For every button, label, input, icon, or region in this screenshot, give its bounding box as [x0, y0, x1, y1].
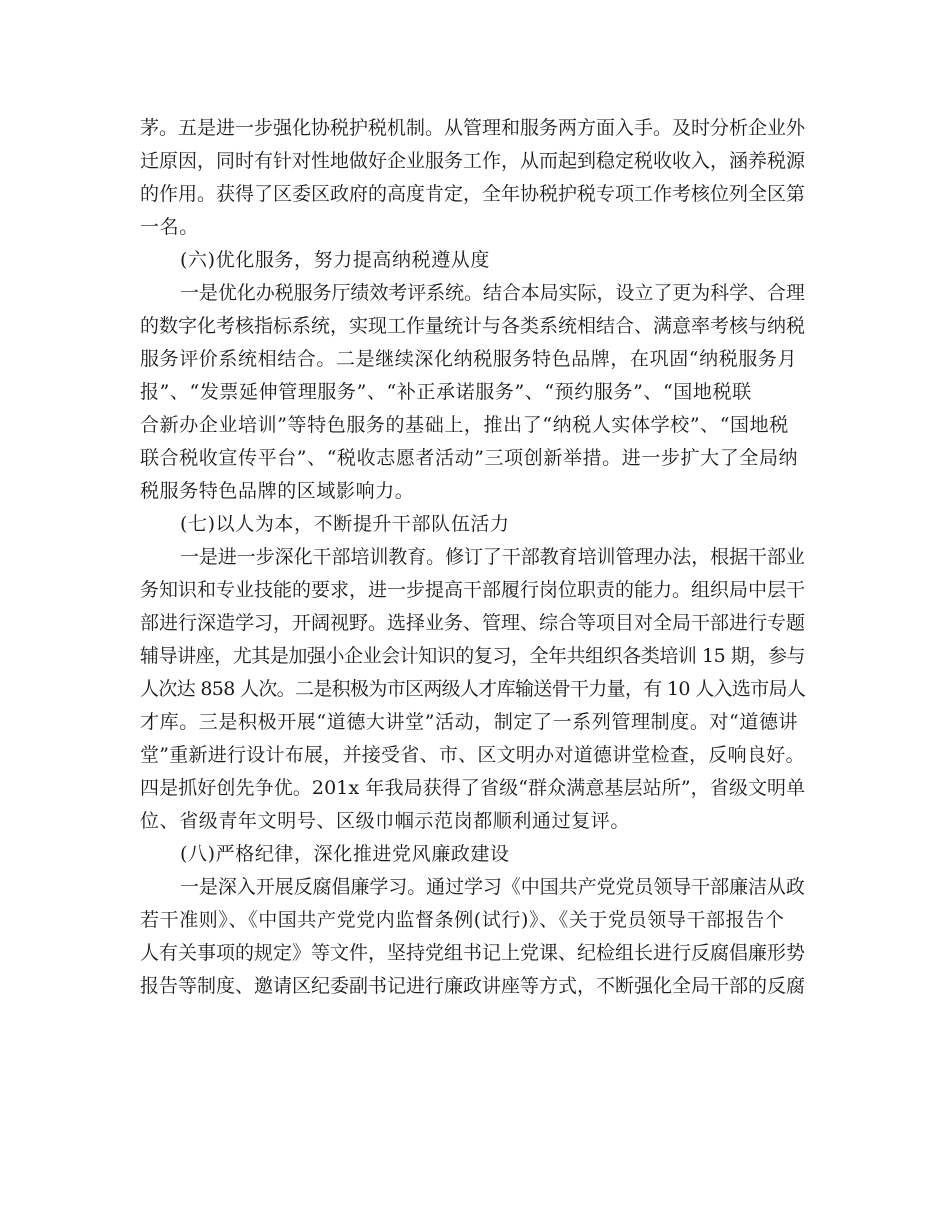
text-line: 人次达 858 人次。二是积极为市区两级人才库输送骨干力量，有 10 人入选市局人: [140, 678, 806, 700]
text-line: 税服务特色品牌的区域影响力。: [140, 480, 415, 502]
text-line: 一是进一步深化干部培训教育。修订了干部教育培训管理办法，根据干部业: [180, 546, 805, 568]
text-line: 务知识和专业技能的要求，进一步提高干部履行岗位职责的能力。组织局中层干: [140, 579, 806, 601]
text-line: 联合税收宣传平台”、“税收志愿者活动”三项创新举措。进一步扩大了全局纳: [140, 447, 799, 469]
text-line: 一名。: [140, 216, 199, 238]
text-line: 四是抓好创先争优。201x 年我局获得了省级“群众满意基层站所”，省级文明单: [140, 777, 806, 799]
text-line: 一是优化办税服务厅绩效考评系统。结合本局实际，设立了更为科学、合理: [180, 282, 805, 304]
text-line: 一是深入开展反腐倡廉学习。通过学习《中国共产党党员领导干部廉洁从政: [180, 876, 805, 898]
text-line: 位、省级青年文明号、区级巾帼示范岗都顺利通过复评。: [140, 810, 631, 832]
text-line: 部进行深造学习，开阔视野。选择业务、管理、综合等项目对全局干部进行专题: [140, 612, 806, 634]
section-heading-8: (八)严格纪律，深化推进党风廉政建设: [180, 843, 510, 865]
text-line: 若干准则》、《中国共产党党内监督条例(试行)》、《关于党员领导干部报告个: [140, 909, 785, 931]
text-line: 堂”重新进行设计布展，并接受省、市、区文明办对道德讲堂检查，反响良好。: [140, 744, 805, 766]
text-line: 的作用。获得了区委区政府的高度肯定，全年协税护税专项工作考核位列全区第: [140, 183, 806, 205]
section-heading-6: (六)优化服务，努力提高纳税遵从度: [180, 249, 491, 271]
text-line: 才库。三是积极开展“道德大讲堂”活动，制定了一系列管理制度。对“道德讲: [140, 711, 799, 733]
text-line: 的数字化考核指标系统，实现工作量统计与各类系统相结合、满意率考核与纳税: [140, 315, 806, 337]
text-line: 辅导讲座，尤其是加强小企业会计知识的复习，全年共组织各类培训 15 期，参与: [140, 645, 806, 667]
text-line: 报告等制度、邀请区纪委副书记进行廉政讲座等方式，不断强化全局干部的反腐: [140, 975, 806, 997]
text-line: 茅。五是进一步强化协税护税机制。从管理和服务两方面入手。及时分析企业外: [140, 117, 806, 139]
text-line: 报”、“发票延伸管理服务”、“补正承诺服务”、“预约服务”、“国地税联: [140, 381, 752, 403]
text-line: 合新办企业培训”等特色服务的基础上，推出了“纳税人实体学校”、“国地税: [140, 414, 789, 436]
section-heading-7: (七)以人为本，不断提升干部队伍活力: [180, 513, 510, 535]
text-line: 迁原因，同时有针对性地做好企业服务工作，从而起到稳定税收收入，涵养税源: [140, 150, 806, 172]
text-line: 服务评价系统相结合。二是继续深化纳税服务特色品牌，在巩固“纳税服务月: [140, 348, 798, 370]
text-line: 人有关事项的规定》等文件，坚持党组书记上党课、纪检组长进行反腐倡廉形势: [140, 942, 806, 964]
